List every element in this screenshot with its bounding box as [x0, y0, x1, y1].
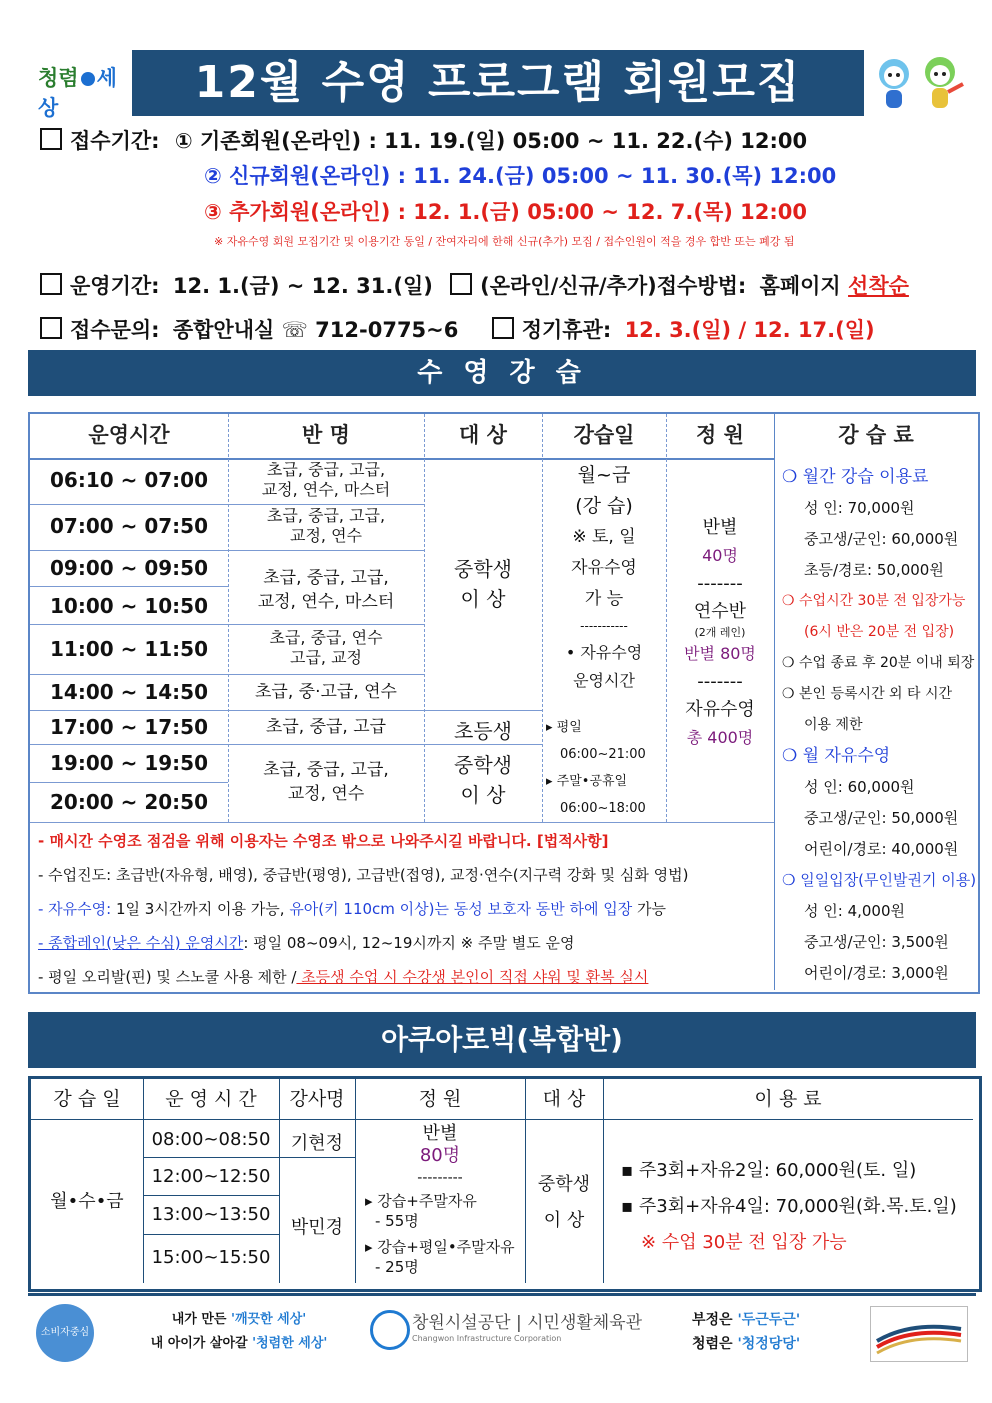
reception-existing-members: ① 기존회원(온라인) : 11. 19.(일) 05:00 ~ 11. 22.(수) 12:00: [174, 129, 808, 153]
class-line: 초급, 중급, 고급,: [263, 568, 389, 588]
free-swim-fee-title: [782, 741, 978, 772]
exit-note: [782, 648, 978, 679]
slogan-highlight: '깨끗한 세상': [231, 1312, 307, 1327]
fee-child: 초등/경로: 50,000원: [804, 561, 944, 579]
row-divider: [143, 1234, 279, 1235]
class-names: [228, 506, 424, 546]
column-divider: [774, 414, 775, 990]
header-class: 반 명: [302, 423, 350, 447]
note-highlight: 유아(키 110cm 이상)는 동성 보호자 동반 하에 입장: [284, 900, 633, 918]
mascot-image: [868, 54, 968, 114]
note-text: - 평일 오리발(핀) 및 스노쿨 사용 제한 /: [38, 968, 297, 986]
note-text: 1일 3시간까지 이용 가능,: [111, 900, 285, 918]
org-name: 창원시설공단: [412, 1313, 511, 1333]
target-line: 이 상: [460, 783, 506, 807]
integrity-motto: [692, 1308, 800, 1356]
class-line: 교정, 연수: [290, 526, 362, 545]
fee-child: 어린이/경로: 3,000원: [804, 964, 949, 982]
aqua-time: 12:00~12:50: [151, 1166, 271, 1187]
fee-adult: 성 인: 70,000원: [804, 499, 915, 517]
days-sub: (강 습): [575, 495, 633, 517]
reception-note: ※ 자유수영 회원 모집기간 및 이용기간 동일 / 잔여자리에 한해 신규(추가) 모집 / 접수인원이 적을 경우 합반 또는 폐강 됨: [214, 235, 795, 248]
aqua-capacity-breakdown: [365, 1191, 525, 1277]
aqua-header-capacity: 정 원: [418, 1088, 462, 1110]
target-line: 중학생: [454, 557, 512, 581]
aqua-header-instructor: 강사명: [289, 1088, 345, 1110]
circle-bullet-icon: ❍: [782, 746, 803, 766]
row-divider: [30, 550, 424, 551]
header-fee: 강 습 료: [838, 423, 914, 447]
class-line: 초급, 중급, 고급,: [266, 506, 386, 525]
target-middle-school: [424, 554, 542, 614]
exit-note-text: 수업 종료 후 20분 이내 퇴장: [799, 655, 975, 671]
corporation-logo-icon: [370, 1310, 410, 1350]
capacity-item: ▸ 강습+주말자유: [365, 1192, 477, 1210]
closed-label: 정기휴관:: [521, 318, 612, 342]
free-swim-label: 자유수영: [685, 699, 755, 720]
time-slot: 07:00 ~ 07:50: [49, 514, 208, 538]
free-swim-note: [38, 898, 666, 919]
checkbox-icon: [40, 128, 62, 150]
training-class-label: 연수반: [693, 601, 747, 622]
circle-bullet-icon: ❍: [782, 871, 801, 889]
divider: -----------: [580, 619, 628, 633]
other-time-text: 본인 등록시간 외 타 시간: [799, 686, 953, 702]
closed-value: 12. 3.(일) / 12. 17.(일): [624, 318, 875, 342]
checkbox-icon: [40, 317, 62, 339]
notes-divider: [30, 822, 774, 823]
lanes-note: (2개 레인): [694, 626, 746, 639]
free-swim-hours-title: • 자유수영: [565, 643, 643, 662]
class-line: 초급, 중급, 고급: [265, 717, 387, 737]
time-slot: 17:00 ~ 17:50: [49, 715, 208, 739]
class-names: [228, 566, 424, 614]
logo-text-2: 세상: [38, 66, 117, 120]
row-divider: [30, 504, 424, 505]
note-label: - 종합레인(낮은 수심) 운영시간: [38, 934, 244, 952]
aqua-header-time: 운 영 시 간: [165, 1088, 257, 1110]
footer: [28, 1293, 976, 1370]
equipment-note: [38, 966, 648, 987]
method-label: (온라인/신규/추가)접수방법:: [480, 274, 747, 298]
target-line: 중학생: [537, 1174, 591, 1195]
weekday-time: 06:00~21:00: [560, 747, 646, 762]
row-divider: [30, 744, 542, 745]
slogan-text: 내 아이가 살아갈: [150, 1336, 253, 1351]
fee-option: ▪ 주3회+자유2일: 60,000원(토. 일): [621, 1160, 917, 1181]
capacity-value: 80명: [419, 1145, 461, 1166]
target-line: 중학생: [454, 753, 512, 777]
column-divider: [603, 1079, 604, 1283]
aqua-time: 15:00~15:50: [151, 1247, 271, 1268]
corporation-name: 창원시설공단 | 시민생활체육관: [412, 1313, 643, 1333]
note-text: 가능: [632, 900, 666, 918]
target-elementary: 초등생: [454, 719, 512, 743]
integrity-slogan: [134, 1308, 344, 1356]
reception-label: 접수기간:: [70, 129, 160, 153]
method-value: 홈페이지: [759, 274, 841, 298]
fee-child: 어린이/경로: 40,000원: [804, 840, 959, 858]
header-capacity: 정 원: [696, 423, 744, 447]
header-target: 대 상: [459, 423, 507, 447]
period-label: 운영기간:: [70, 274, 160, 298]
aqua-time: 08:00~08:50: [151, 1129, 271, 1150]
circle-bullet-icon: ❍: [782, 593, 800, 609]
slogan-text: 내가 만든: [171, 1312, 231, 1327]
aqua-header-days: 강 습 일: [53, 1088, 121, 1110]
row-divider: [30, 624, 424, 625]
entry-note-sub: (6시 반은 20분 전 입장): [804, 624, 955, 640]
header-divider: [31, 1119, 973, 1120]
circle-bullet-icon: ❍: [782, 686, 800, 702]
free-swim-hours-title: 운영시간: [573, 671, 635, 690]
circle-bullet-icon: ❍: [782, 467, 803, 487]
page-title: 12월 수영 프로그램 회원모집: [132, 50, 864, 116]
aquarobic-table: [28, 1076, 982, 1292]
org-dept: 시민생활체육관: [527, 1313, 643, 1333]
row-divider: [30, 674, 424, 675]
capacity-item: ▸ 강습+평일•주말자유: [365, 1238, 515, 1256]
fee-adult: 성 인: 4,000원: [804, 902, 906, 920]
aqua-capacity: [355, 1123, 525, 1189]
entry-note: [782, 586, 978, 617]
fee-youth: 중고생/군인: 60,000원: [804, 530, 959, 548]
circle-bullet-icon: ❍: [782, 655, 800, 671]
class-line: 초급, 중급, 연수: [269, 628, 383, 647]
class-line: 초급, 중·고급, 연수: [255, 682, 397, 702]
fee-option: ▪ 주3회+자유4일: 70,000원(화.목.토.일): [621, 1196, 957, 1217]
reception-extra-members: ③ 추가회원(온라인) : 12. 1.(금) 05:00 ~ 12. 7.(목) 12:00: [204, 200, 808, 224]
class-line: 고급, 교정: [290, 648, 362, 667]
logo-text-1: 청렴: [38, 66, 79, 90]
weekday-label: ▸ 평일: [546, 720, 582, 735]
free-swim-hours: [546, 714, 666, 822]
class-line: 교정, 연수, 마스터: [257, 592, 395, 612]
header-time: 운영시간: [88, 423, 170, 447]
lane-note: [38, 932, 574, 953]
consumer-center-logo: 소비자중심: [36, 1304, 94, 1362]
target-line: 이 상: [543, 1210, 585, 1231]
class-names: [228, 717, 424, 737]
days-note: ※ 토, 일: [572, 527, 636, 547]
fee-info: [782, 462, 978, 989]
note-label: - 자유수영:: [38, 900, 112, 918]
class-names: [228, 628, 424, 668]
class-line: 교정, 연수, 마스터: [261, 480, 391, 499]
certification-badge: [870, 1306, 968, 1362]
fee-adult: 성 인: 60,000원: [804, 778, 915, 796]
progress-note: - 수업진도: 초급반(자유형, 배영), 중급반(평영), 고급반(접영), 교정·연수(지구력 강화 및 심화 영법): [38, 866, 689, 884]
corporation-english-name: Changwon Infrastructure Corporation: [412, 1334, 562, 1343]
capacity-value: 40명: [702, 546, 738, 565]
other-time-note: [782, 679, 978, 710]
motto-text: 부정은: [692, 1312, 738, 1328]
note-highlight: 초등생 수업 시 수강생 본인이 직접 샤워 및 환복 실시: [296, 968, 649, 986]
capacity-label: 반별: [702, 517, 738, 538]
days-note: 자유수영: [571, 558, 637, 578]
aqua-fees: [621, 1153, 973, 1261]
time-slot: 10:00 ~ 10:50: [49, 594, 208, 618]
safety-note: - 매시간 수영조 점검을 위해 이용자는 수영조 밖으로 나와주시길 바랍니다. [법적사항]: [38, 832, 609, 850]
free-swim-capacity: 총 400명: [686, 728, 754, 747]
header-days: 강습일: [573, 423, 635, 447]
capacity-info: [666, 514, 774, 752]
time-slot: 09:00 ~ 09:50: [49, 556, 208, 580]
motto-highlight: '두근두근': [737, 1312, 801, 1328]
target-middle-school: [424, 750, 542, 810]
swim-lesson-table: [28, 412, 980, 994]
lesson-days: [542, 460, 666, 694]
time-slot: 19:00 ~ 19:50: [49, 751, 208, 775]
checkbox-icon: [40, 273, 62, 295]
inquiry-line: [40, 314, 875, 344]
instructor-name: 기현정: [290, 1133, 344, 1154]
period-value: 12. 1.(금) ~ 12. 31.(일): [172, 274, 433, 298]
fee-title-text: 월 자유수영: [802, 746, 891, 766]
capacity-item-count: - 55명: [375, 1212, 419, 1230]
divider: ---------: [417, 1170, 463, 1186]
fee-title-text: 일일입장(무인발권기 이용): [800, 871, 977, 889]
capacity-item-count: - 25명: [375, 1258, 419, 1276]
daily-fee-title: [782, 865, 978, 896]
class-names: [228, 758, 424, 806]
time-slot: 20:00 ~ 20:50: [49, 790, 208, 814]
time-slot: 06:10 ~ 07:00: [49, 468, 208, 492]
divider: -------: [697, 671, 743, 692]
motto-text: 청렴은: [692, 1336, 738, 1352]
operation-period-line: [40, 270, 909, 300]
row-divider: [30, 782, 228, 783]
capacity-label: 반별: [422, 1123, 458, 1144]
days-main: 월~금: [577, 464, 631, 486]
aqua-header-fee: 이 용 료: [754, 1088, 822, 1110]
slogan-highlight: '청렴한 세상': [252, 1336, 328, 1351]
globe-icon: [81, 72, 95, 86]
entry-note: ※ 수업 30분 전 입장 가능: [641, 1232, 847, 1253]
entry-note-text: 수업시간 30분 전 입장가능: [799, 593, 966, 609]
target-line: 이 상: [460, 587, 506, 611]
integrity-world-logo: [38, 62, 130, 120]
row-divider: [30, 586, 228, 587]
fee-youth: 중고생/군인: 50,000원: [804, 809, 959, 827]
class-line: 교정, 연수: [287, 784, 365, 804]
class-names: [228, 460, 424, 500]
class-line: 초급, 중급, 고급,: [266, 460, 386, 479]
column-divider: [279, 1079, 280, 1283]
aqua-header-target: 대 상: [542, 1088, 586, 1110]
fee-title-text: 월간 강습 이용료: [802, 467, 929, 487]
time-slot: 11:00 ~ 11:50: [49, 637, 208, 661]
row-divider: [143, 1157, 355, 1158]
training-capacity: 반별 80명: [684, 644, 756, 663]
time-slot: 14:00 ~ 14:50: [49, 680, 208, 704]
inquiry-value: 종합안내실 ☏ 712-0775~6: [172, 318, 459, 342]
reception-period-line1: [40, 125, 807, 155]
class-names: [228, 682, 424, 702]
motto-highlight: '청정당당': [737, 1336, 801, 1352]
row-divider: [30, 710, 542, 711]
divider: -------: [697, 573, 743, 594]
weekend-label: ▸ 주말•공휴일: [546, 774, 628, 789]
instructor-name: 박민경: [290, 1217, 344, 1238]
inquiry-label: 접수문의:: [70, 318, 160, 342]
checkbox-icon: [450, 273, 472, 295]
swim-section-title: 수 영 강 습: [28, 350, 976, 396]
aqua-target: [525, 1167, 603, 1239]
other-time-sub: 이용 제한: [804, 717, 863, 733]
fee-youth: 중고생/군인: 3,500원: [804, 933, 949, 951]
reception-new-members: ② 신규회원(온라인) : 11. 24.(금) 05:00 ~ 11. 30.(목) 12:00: [204, 164, 837, 188]
aqua-time: 13:00~13:50: [151, 1204, 271, 1225]
weekend-time: 06:00~18:00: [560, 801, 646, 816]
first-come-first-served: 선착순: [848, 274, 909, 298]
monthly-fee-title: [782, 462, 978, 493]
days-note: 가 능: [584, 589, 624, 609]
aqua-days: 월•수•금: [50, 1191, 124, 1212]
class-line: 초급, 중급, 고급,: [263, 760, 389, 780]
aqua-section-title: 아쿠아로빅(복합반): [28, 1012, 976, 1068]
note-text: : 평일 08~09시, 12~19시까지 ※ 주말 별도 운영: [243, 934, 575, 952]
checkbox-icon: [492, 317, 514, 339]
row-divider: [143, 1195, 279, 1196]
